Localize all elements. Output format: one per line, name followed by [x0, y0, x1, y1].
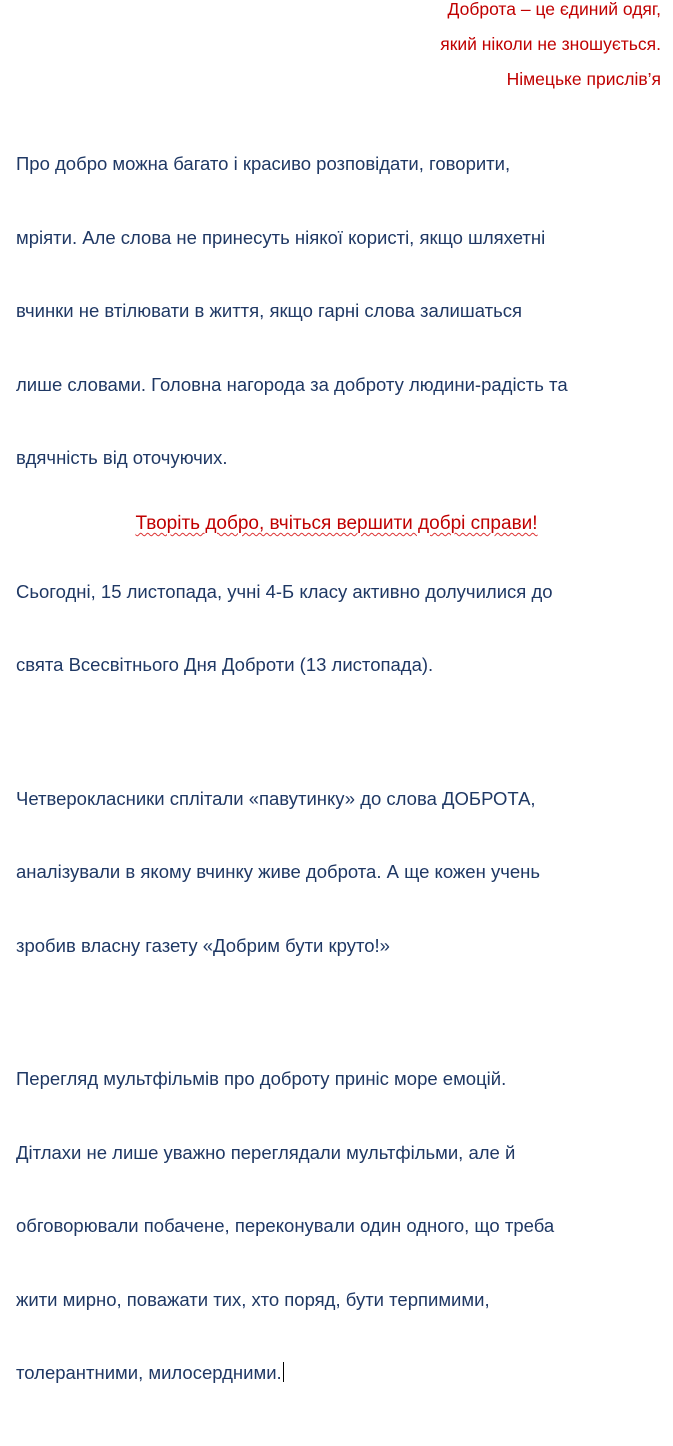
text-line: лише словами. Головна нагорода за доброту людини-радість та	[16, 373, 568, 395]
epigraph	[440, 0, 661, 89]
text-line: Четверокласники сплітали «павутинку» до слова ДОБРОТА,	[16, 787, 536, 809]
epigraph-line-1: Доброта – це єдиний одяг,	[447, 0, 661, 19]
article-body[interactable]	[16, 103, 666, 1446]
text-line: аналізували в якому вчинку живе доброта. А ще кожен учень	[16, 861, 540, 882]
epigraph-source: Німецьке прислів’я	[506, 69, 661, 89]
text-line: вчинки не втілювати в життя, якщо гарні слова залишаться	[16, 300, 522, 321]
epigraph-line-2: який ніколи не зношується.	[440, 34, 661, 54]
text-line: жити мирно, поважати тих, хто поряд, бути терпимими,	[16, 1288, 490, 1310]
closing-slogan	[0, 512, 673, 536]
paragraph-intro	[16, 103, 666, 520]
text-line: зробив власну газету «Добрим бути круто!»	[16, 934, 390, 956]
text-line-content: толерантними, милосердними.	[16, 1362, 282, 1383]
text-line: свята Всесвітнього Дня Доброти (13 листопада).	[16, 654, 434, 675]
closing-slogan-text: Творіть добро, вчіться вершити добрі справи!	[135, 513, 538, 534]
paragraph-event	[16, 531, 666, 727]
text-line: вдячність від оточуючих.	[16, 447, 228, 468]
text-line: Дітлахи не лише уважно переглядали мультфільми, але й	[16, 1141, 516, 1163]
text-line-last	[16, 1361, 666, 1386]
text-line: мріяти. Але слова не принесуть ніякої користі, якщо шляхетні	[16, 226, 546, 248]
text-line: Перегляд мультфільмів про доброту приніс море емоцій.	[16, 1068, 507, 1089]
text-cursor	[283, 1362, 284, 1382]
paragraph-activities	[16, 738, 666, 1008]
paragraph-cartoons	[16, 1018, 666, 1435]
text-line: обговорювали побачене, переконували один одного, що треба	[16, 1215, 555, 1236]
text-line: Сьогодні, 15 листопада, учні 4-Б класу активно долучилися до	[16, 580, 553, 602]
text-line: Про добро можна багато і красиво розповідати, говорити,	[16, 153, 511, 174]
